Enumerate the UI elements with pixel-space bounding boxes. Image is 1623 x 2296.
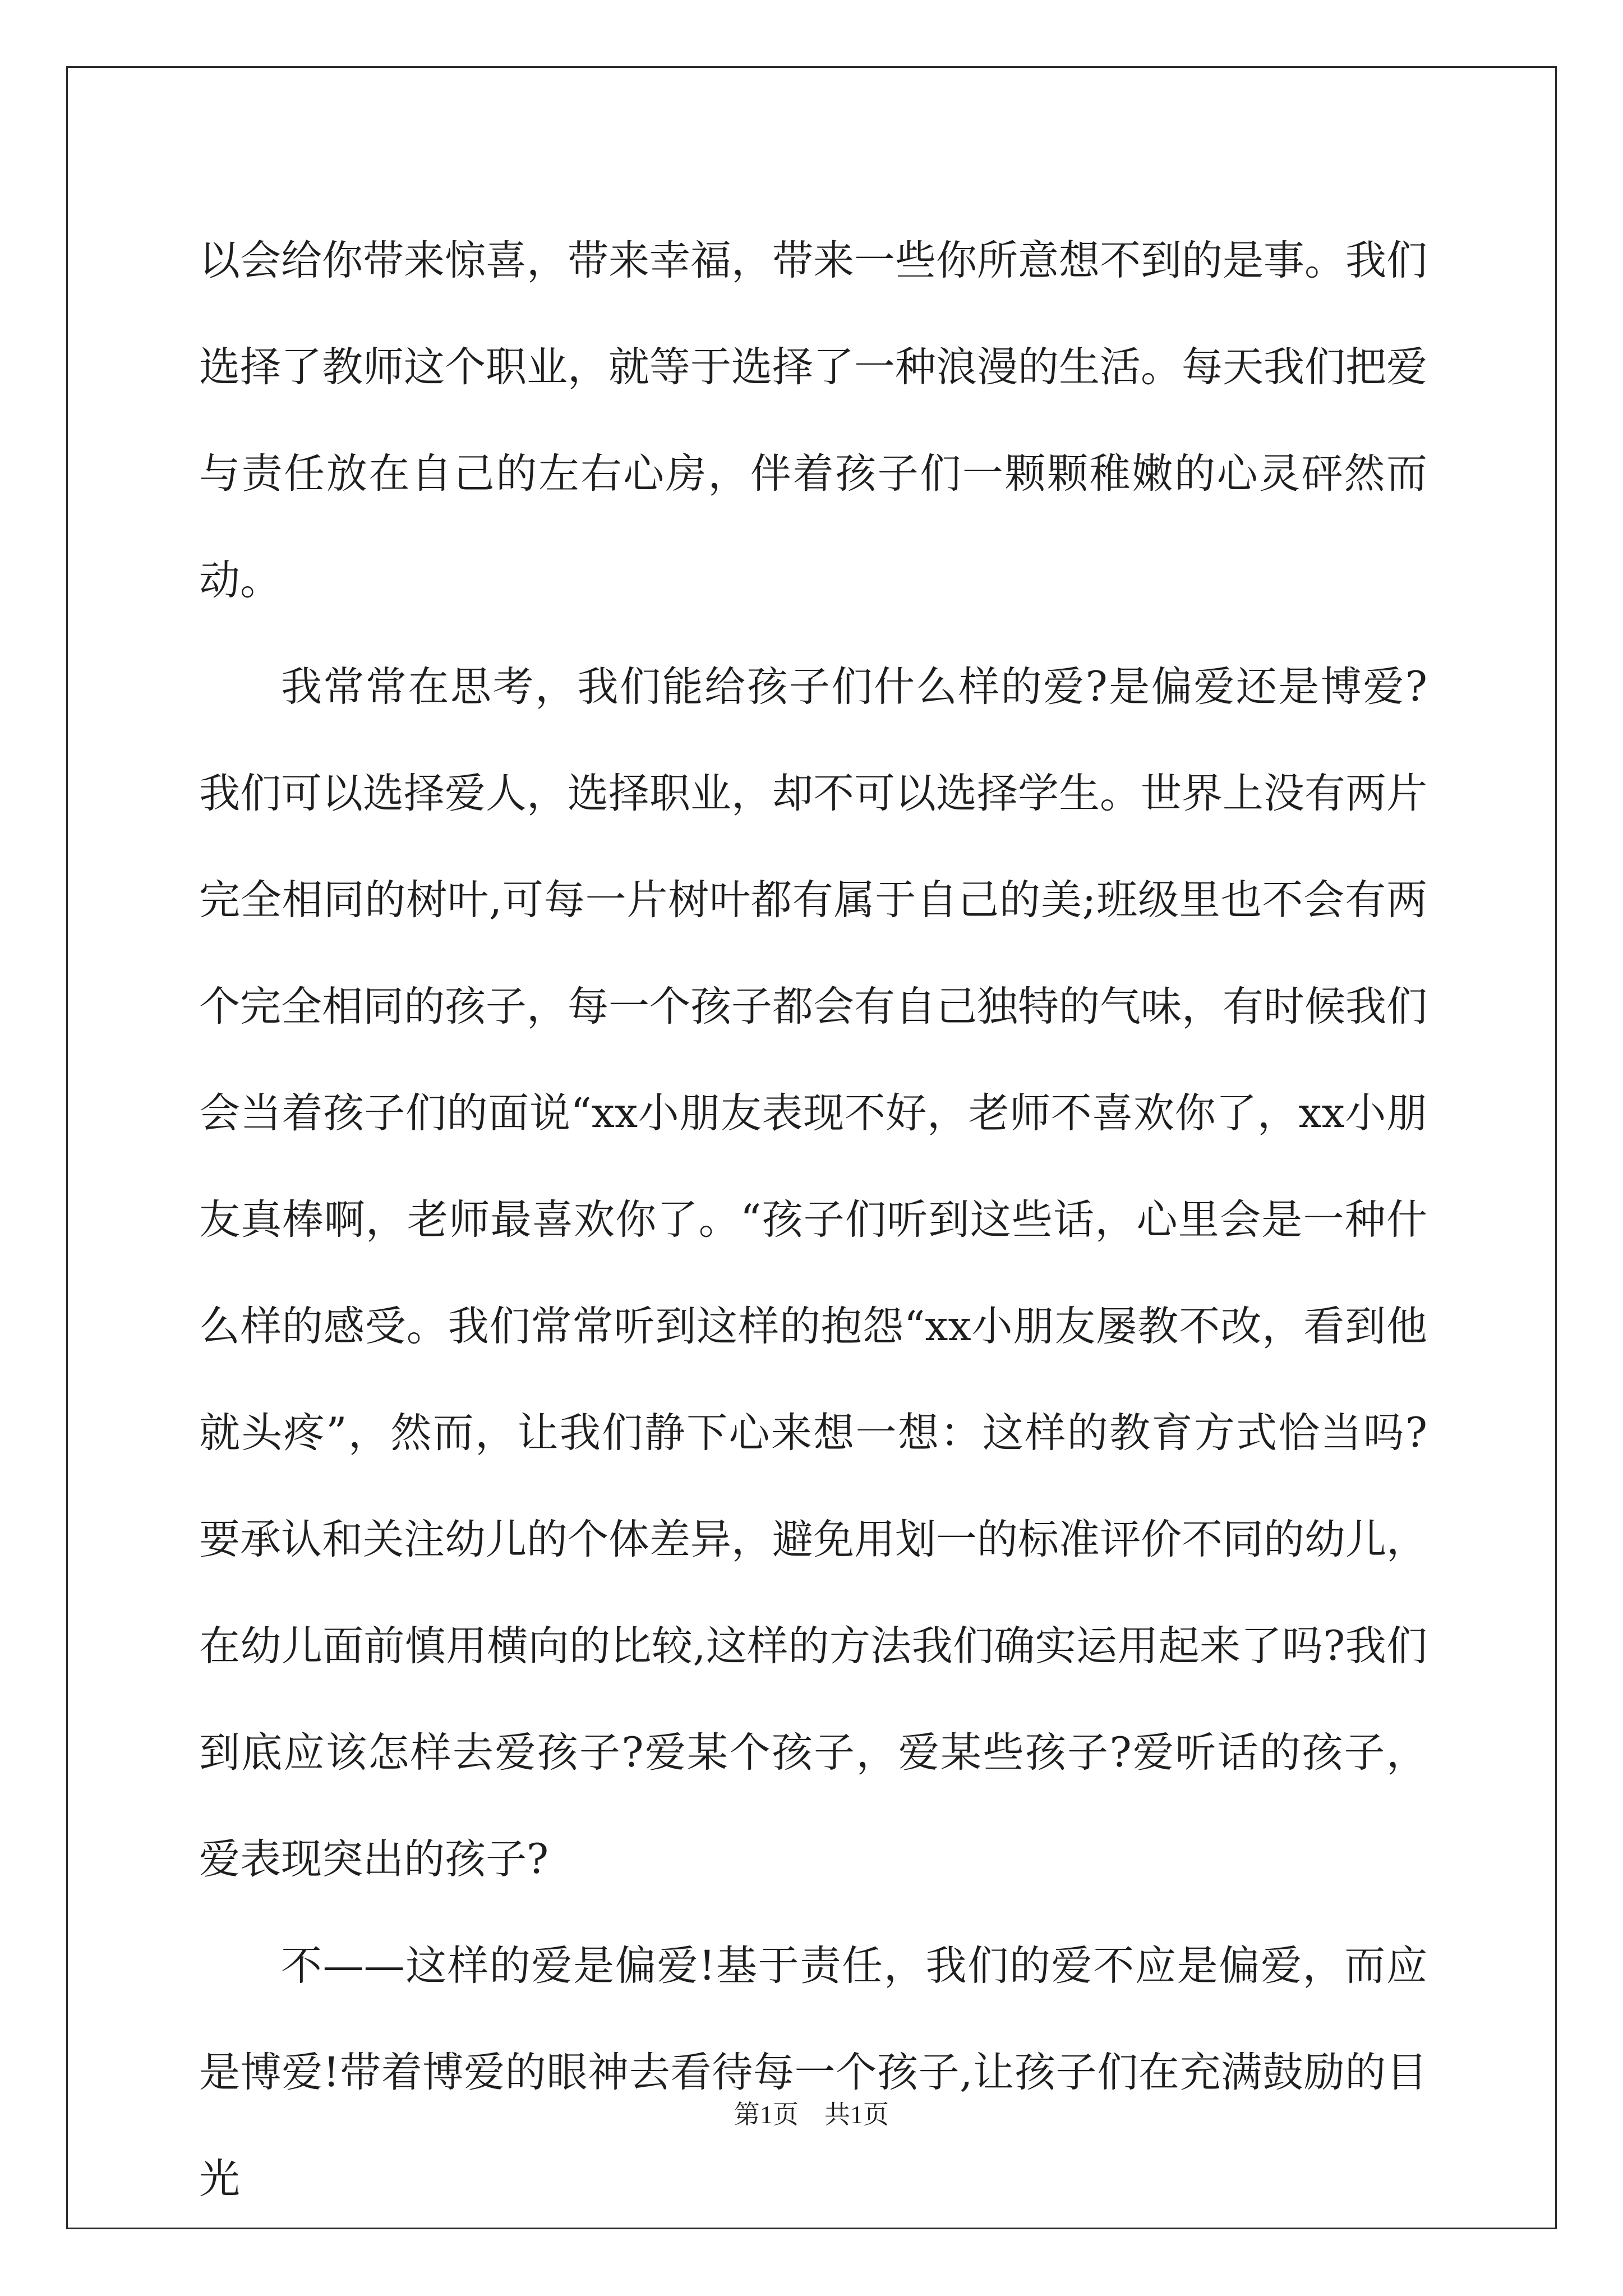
document-body (199, 208, 1427, 2233)
paragraph-3: 不——这样的爱是偏爱!基于责任，我们的爱不应是偏爱，而应是博爱!带着博爱的眼神去看待每一个孩子,让孩子们在充满鼓励的目光 (199, 1942, 1427, 2203)
paragraph-2: 我常常在思考，我们能给孩子们什么样的爱?是偏爱还是博爱?我们可以选择爱人，选择职业，却不可以选择学生。世界上没有两片完全相同的树叶,可每一片树叶都有属于自己的美;班级里也不会有两个完全相同的孩子，每一个孩子都会有自己独特的气味，有时候我们会当着孩子们的面说“xx小朋友表现不好，老师不喜欢你了，xx小朋友真棒啊，老师最喜欢你了。“孩子们听到这些话，心里会是一种什么样的感受。我们常常听到这样的抱怨“xx小朋友屡教不改，看到他就头疼”，然而，让我们静下心来想一想：这样的教育方式恰当吗?要承认和关注幼儿的个体差异，避免用划一的标准评价不同的幼儿，在幼儿面前慎用横向的比较,这样的方法我们确实运用起来了吗?我们到底应该怎样去爱孩子?爱某个孩子，爱某些孩子?爱听话的孩子，爱表现突出的孩子? (199, 663, 1427, 1883)
page-number-footer: 第1页 共1页 (734, 2100, 889, 2129)
paragraph-1: 以会给你带来惊喜，带来幸福，带来一些你所意想不到的是事。我们选择了教师这个职业，就等于选择了一种浪漫的生活。每天我们把爱与责任放在自己的左右心房，伴着孩子们一颗颗稚嫩的心灵砰然而动。 (199, 237, 1427, 604)
